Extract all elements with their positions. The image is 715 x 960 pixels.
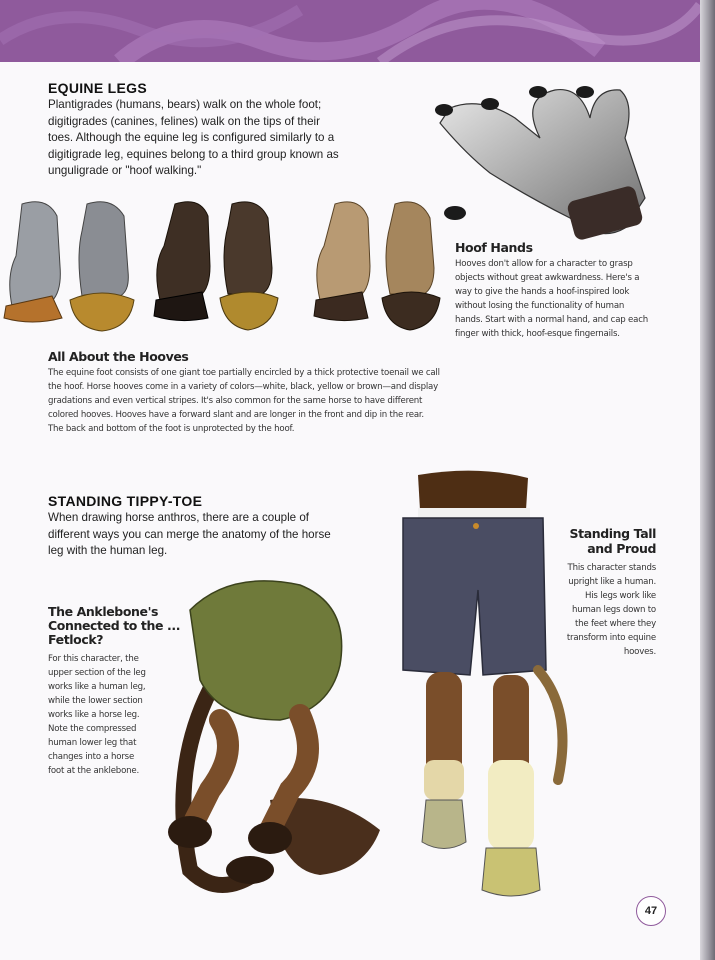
heading-equine-legs: EQUINE LEGS [48, 80, 147, 96]
crouching-anthro-illustration [150, 570, 390, 904]
all-about-hooves-body: The equine foot consists of one giant toe partially encircled by a thick protective toenail we call the hoof. Horse hooves come in a variety of colors—white, black, yellow or brown—and display gradations and even vertical stripes. It's also common for the same horse to have different colored hooves. Hooves have a forward slant and are longer in the front and dip in the rear. The back and bottom of the foot is unprotected by the hoof. [48, 368, 440, 434]
page-number: 47 [644, 905, 658, 917]
gray-hoof-pair-illustration [2, 196, 137, 345]
page-number-badge [636, 896, 666, 926]
heading-hoof-hands: Hoof Hands [455, 240, 533, 255]
heading-standing-tall-line1: Standing Tall [569, 526, 656, 541]
heading-anklebone-line3: Fetlock? [48, 632, 104, 647]
anklebone-body: For this character, the upper section of the leg works like a human leg, while the lower section works like a horse leg. Note the compressed human lower leg that changes into a horse foot at the anklebone. [48, 654, 146, 776]
heading-anklebone-line1: The Anklebone's [48, 604, 159, 619]
heading-standing-tall-line2: and Proud [587, 541, 656, 556]
hoof-hands-body: Hooves don't allow for a character to grasp objects without great awkwardness. Here's a way to give the hands a hoof-inspired look without losing the functionality of human hands. Start with a normal hand, and cap each finger with thick, hoof-esque fingernails. [455, 259, 648, 339]
book-spine [700, 0, 715, 960]
equine-legs-body: Plantigrades (humans, bears) walk on the whole foot; digitigrades (canines, felines) walk on the tips of their toes. Although the equine leg is configured similarly to a digitigrade leg, equines belong to a third group known as unguligrade or "hoof walking." [48, 98, 339, 177]
heading-all-about-hooves: All About the Hooves [48, 349, 189, 364]
header-banner [0, 0, 700, 62]
tan-hoof-pair-illustration [310, 196, 445, 345]
heading-anklebone-line2: Connected to the ... [48, 618, 181, 633]
standing-tippy-toe-body: When drawing horse anthros, there are a couple of different ways you can merge the anatomy of the horse leg with the human leg. [48, 511, 331, 557]
heading-standing-tippy-toe: STANDING TIPPY-TOE [48, 493, 203, 509]
banner-swirl-decoration [0, 0, 700, 62]
black-hoof-pair-illustration [150, 196, 280, 345]
hoof-hand-illustration [420, 78, 670, 247]
standing-tall-body: This character stands upright like a human. His legs work like human legs down to the feet where they transform into equine hooves. [566, 563, 656, 657]
